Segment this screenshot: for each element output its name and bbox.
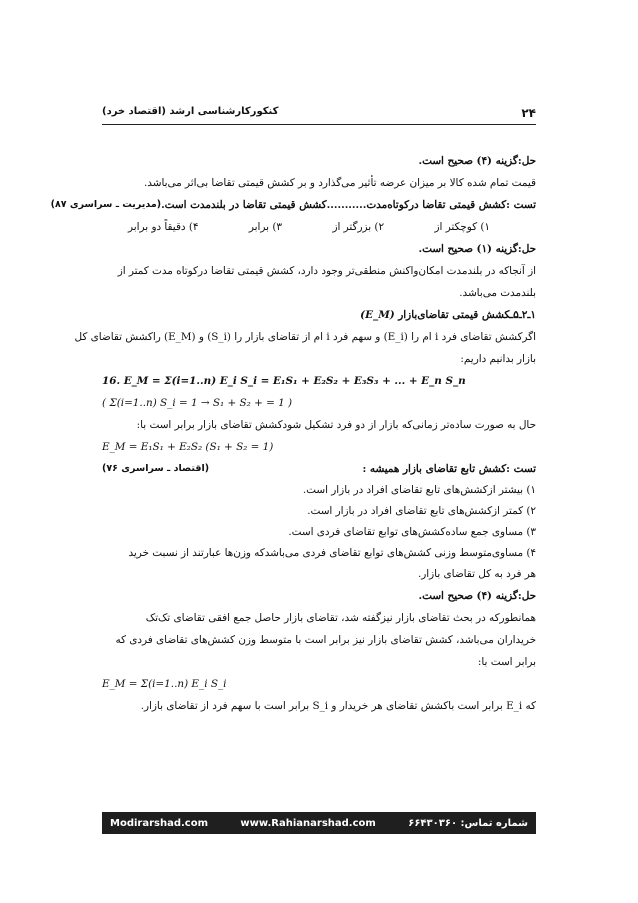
equation-two-person: E_M = E₁S₁ + E₂S₂ (S₁ + S₂ = 1)	[102, 441, 274, 453]
footer-phone: شماره تماس: ۶۶۴۳۰۳۶۰	[408, 817, 528, 829]
answer-line: حل:گزینه (۱) صحیح است.	[418, 243, 536, 255]
header-title: کنکورکارشناسی ارشد (اقتصاد خرد)	[102, 106, 279, 117]
option-1: ۱) بیشتر ازکشش‌های تابع تقاضای افراد در بازار است.	[302, 484, 536, 496]
option-2: ۲) کمتر ازکشش‌های تابع تقاضای افراد در بازار است.	[307, 505, 536, 517]
footer-site-1: Modirarshad.com	[110, 817, 209, 829]
test-question	[50, 194, 536, 216]
test-options	[102, 216, 536, 238]
text-line: خریداران می‌باشد، کشش تقاضای بازار نیز برابر است با متوسط وزن کشش‌های تقاضای فردی که	[115, 634, 536, 646]
section-title: ۱ـ۲ـ۵ـکشش قیمتی تقاضای‌بازار	[398, 309, 536, 321]
equation-weighted-average: E_M = Σ(i=1..n) E_i S_i	[102, 678, 227, 690]
footer-site-2: www.Rahianarshad.com	[240, 817, 376, 829]
page-footer	[102, 812, 536, 834]
main-content	[50, 150, 536, 717]
section-symbol: (E_M)	[360, 309, 395, 321]
section-heading	[102, 304, 536, 326]
text-line: بلندمدت می‌باشد.	[459, 287, 536, 299]
option-3: ۳) برابر	[248, 221, 283, 233]
text-line: همانطورکه در بحث تقاضای بازار نیزگفته شد، تقاضای بازار حاصل جمع افقی تقاضای تک‌تک	[145, 612, 536, 624]
equation-constraint: ( Σ(i=1..n) S_i = 1 → S₁ + S₂ + = 1 )	[102, 397, 293, 409]
text-line: که E_i برابر است باکشش تقاضای هر خریدار و S_i برابر است با سهم فرد از تقاضای بازار.	[140, 700, 536, 712]
text-line: از آنجاکه در بلندمدت امکان‌واکنش منطقی‌تر وجود دارد، کشش قیمتی تقاضا درکوتاه مدت کمتر از	[117, 265, 536, 277]
text-line: حال به صورت ساده‌تر زمانی‌که بازار از دو فرد تشکیل شودکشش تقاضای بازار برابر است با:	[136, 419, 536, 431]
option-4: ۴) دقیقاً دو برابر	[128, 221, 199, 233]
equation-16: 16. E_M = Σ(i=1..n) E_i S_i = E₁S₁ + E₂S₂ + E₃S₃ + ... + E_n S_n	[102, 375, 466, 387]
page-header	[102, 106, 536, 122]
text-line: اگرکشش تقاضای فرد i ام را (E_i) و سهم فرد i ام از تقاضای بازار را (S_i) و (E_M) راکشش تقاضای کل	[74, 331, 536, 343]
option-4: ۴) مساوی‌متوسط وزنی کشش‌های توابع تقاضای فردی می‌باشدکه وزن‌ها عبارتند از نسبت خرید	[128, 547, 536, 559]
text-line: بازار بدانیم داریم:	[460, 353, 536, 365]
test-source-tag: (مدیریت ـ سراسری ۸۷)	[50, 199, 162, 210]
test-question-text: تست :کشش تابع تقاضای بازار همیشه :	[362, 463, 536, 475]
answer-line: حل:گزینه (۴) صحیح است.	[418, 155, 536, 167]
answer-line: حل:گزینه (۴) صحیح است.	[418, 590, 536, 602]
test-question	[102, 458, 536, 480]
test-source-tag: (اقتصاد ـ سراسری ۷۶)	[102, 463, 210, 474]
option-1: ۱) کوچکتر از	[434, 221, 490, 233]
option-3: ۳) مساوی جمع ساده‌کشش‌های توابع تقاضای فردی است.	[288, 526, 536, 538]
option-2: ۲) بزرگتر از	[332, 221, 385, 233]
header-divider	[102, 124, 536, 125]
text-line: برابر است با:	[477, 656, 536, 668]
page-number: ۲۴	[521, 106, 536, 120]
text-line: قیمت تمام شده کالا بر میزان عرضه تأثیر می‌گذارد و بر کشش قیمتی تقاضا بی‌اثر می‌باشد.	[143, 177, 536, 189]
test-question-text: تست :کشش قیمتی تقاضا درکوتاه‌مدت...........کشش قیمتی تقاضا در بلندمدت است.	[161, 199, 536, 211]
option-4-continued: هر فرد به کل تقاضای بازار.	[417, 568, 536, 580]
